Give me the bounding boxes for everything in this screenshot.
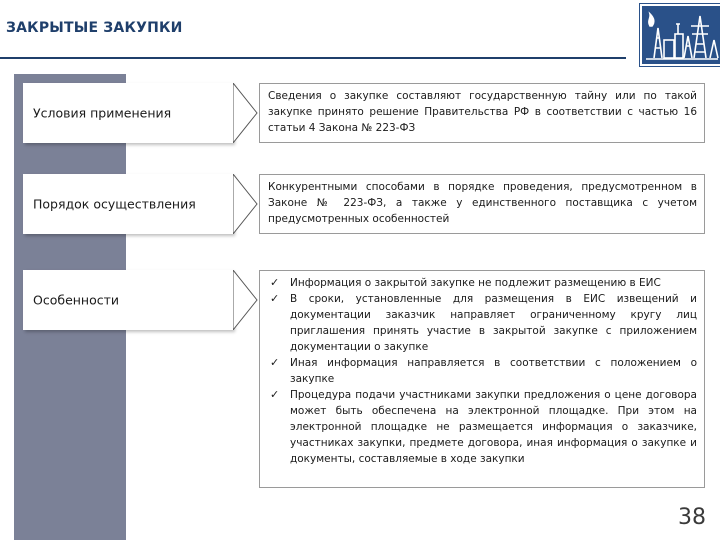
- label-box-features: [23, 270, 233, 330]
- checkmark-icon: ✓: [270, 356, 280, 369]
- title-underline: [0, 57, 626, 59]
- content-box-procedure: [259, 174, 705, 234]
- checkmark-icon: ✓: [270, 292, 280, 305]
- energy-industry-logo-icon: [640, 4, 720, 66]
- content-box-conditions: [259, 83, 705, 143]
- row-text: Конкурентными способами в порядке проведения, предусмотренном в Законе № 223-ФЗ, а также у единственного поставщика с учетом предусмотренных особенностей: [268, 181, 697, 225]
- checkmark-icon: ✓: [270, 388, 280, 401]
- row-label: Порядок осуществления: [33, 196, 196, 212]
- arrow-right-icon: [233, 83, 259, 143]
- list-item: ✓ Информация о закрытой закупке не подлежит размещению в ЕИС: [270, 276, 661, 289]
- row-label: Особенности: [33, 292, 120, 308]
- row-text: Сведения о закупке составляют государственную тайну или по такой закупке принято решение Правительства РФ в соответствии с частью 16 статьи 4 Закона № 223-ФЗ: [268, 90, 697, 134]
- label-box-procedure: [23, 174, 233, 234]
- checkmark-icon: ✓: [270, 276, 280, 289]
- list-item: ✓ В сроки, установленные для размещения в ЕИС извещений и документации заказчик направляет ограниченному кругу лиц приглашения принять участие в закрытой закупке с приложением документации о закупке: [270, 292, 697, 353]
- label-box-conditions: [23, 83, 233, 143]
- list-item: ✓ Иная информация направляется в соответствии с положением о закупке: [270, 356, 697, 385]
- features-list: [268, 275, 697, 467]
- page-number: 38: [678, 505, 706, 530]
- slide-title: ЗАКРЫТЫЕ ЗАКУПКИ: [6, 20, 183, 36]
- content-box-features: [259, 270, 705, 488]
- arrow-right-icon: [233, 174, 259, 234]
- list-item: ✓ Процедура подачи участниками закупки предложения о цене договора может быть обеспечена на электронной площадке. При этом на электронной площадке не размещается информация о заказчике, участниках закупки, предмете договора, иная информация о закупке и документы, составляемые в ходе закупки: [270, 388, 697, 465]
- arrow-right-icon: [233, 270, 259, 330]
- row-label: Условия применения: [33, 105, 172, 121]
